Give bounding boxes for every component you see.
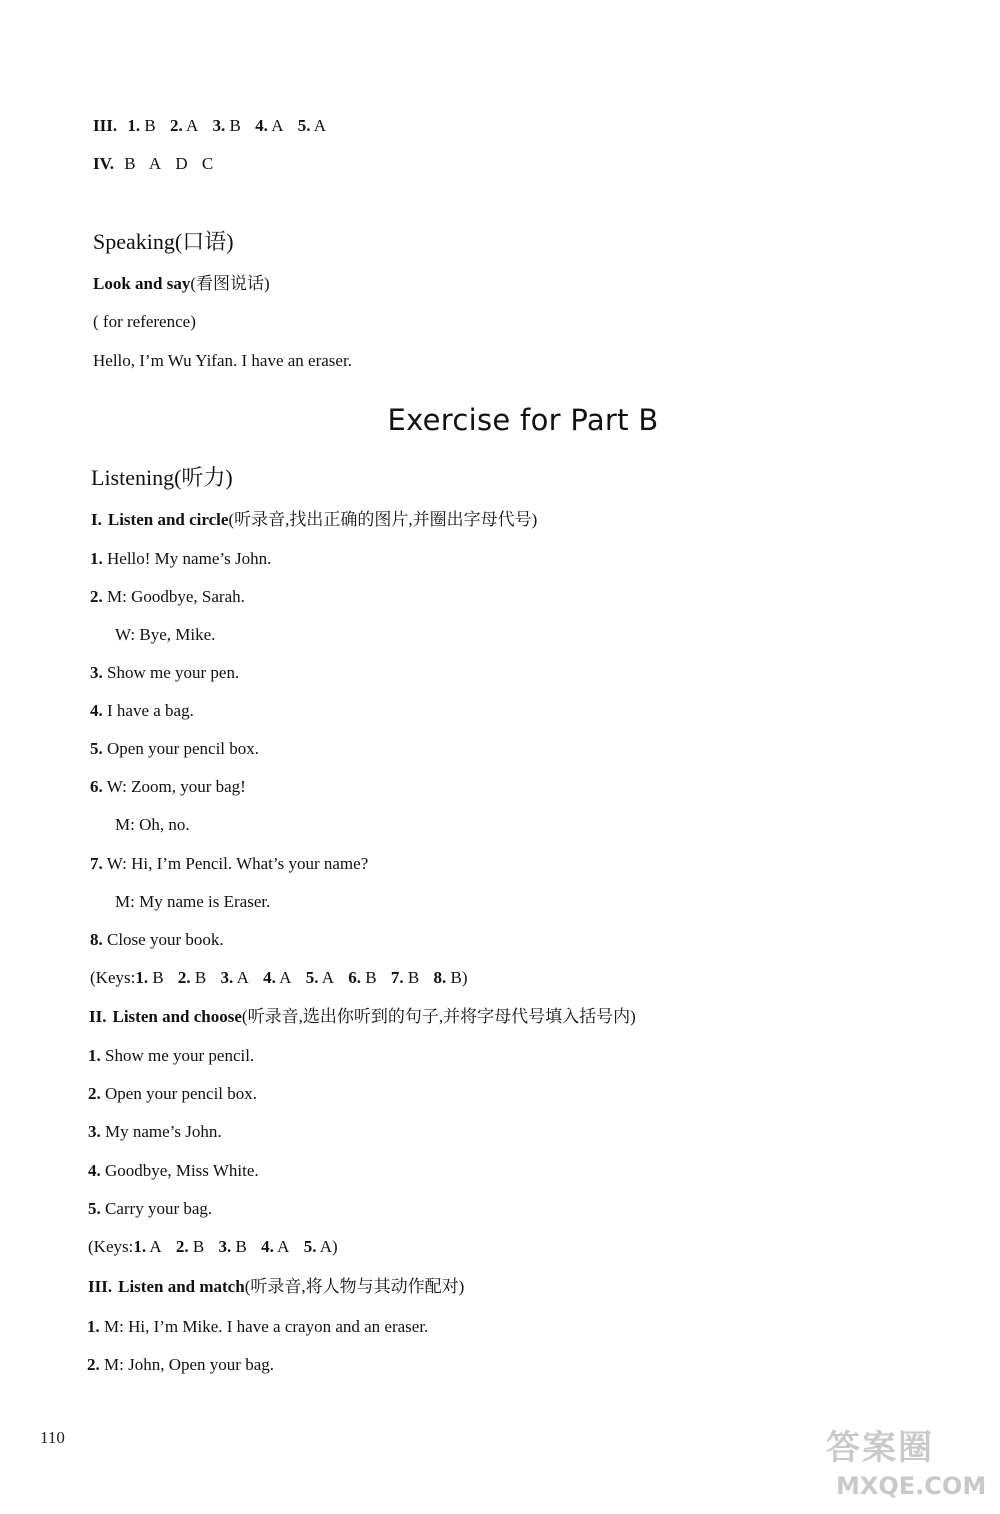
part-a-section-iii-answers: III. 1. B 2. A 3. B 4. A 5. A [93, 116, 327, 135]
for-reference-note: ( for reference) [93, 312, 196, 331]
list-item-continuation: M: My name is Eraser. [115, 892, 271, 911]
section-label: III. [93, 116, 118, 135]
list-item: 6. W: Zoom, your bag! [90, 777, 246, 796]
list-item: 4. I have a bag. [90, 701, 194, 720]
look-and-say-instruction: Look and say(看图说话) [93, 274, 270, 293]
section-i-keys: (Keys:1. B 2. B 3. A 4. A 5. A 6. B 7. B 8. B) [90, 968, 468, 987]
section-label: IV. [93, 154, 114, 173]
speaking-sample-answer: Hello, I’m Wu Yifan. I have an eraser. [93, 351, 352, 370]
section-ii-keys: (Keys:1. A 2. B 3. B 4. A 5. A) [88, 1237, 338, 1256]
listening-heading: Listening(听力) [91, 465, 233, 490]
page-number: 110 [40, 1428, 65, 1447]
list-item: 3. Show me your pen. [90, 663, 240, 682]
list-item: 5. Open your pencil box. [90, 739, 260, 758]
list-item: 7. W: Hi, I’m Pencil. What’s your name? [90, 854, 369, 873]
list-item: 1. M: Hi, I’m Mike. I have a crayon and an eraser. [87, 1317, 429, 1336]
speaking-heading: Speaking(口语) [93, 229, 234, 254]
list-item-continuation: W: Bye, Mike. [115, 625, 216, 644]
list-item: 1. Hello! My name’s John. [90, 549, 272, 568]
part-a-section-iv-answers: IV. B A D C [93, 154, 214, 173]
list-item: 3. My name’s John. [88, 1122, 222, 1141]
list-item: 8. Close your book. [90, 930, 224, 949]
section-ii-instruction: II. Listen and choose(听录音,选出你听到的句子,并将字母代号填入括号内) [89, 1007, 636, 1026]
list-item-continuation: M: Oh, no. [115, 815, 190, 834]
list-item: 1. Show me your pencil. [88, 1046, 255, 1065]
list-item: 2. Open your pencil box. [88, 1084, 258, 1103]
list-item: 5. Carry your bag. [88, 1199, 213, 1218]
list-item: 2. M: Goodbye, Sarah. [90, 587, 245, 606]
list-item: 4. Goodbye, Miss White. [88, 1161, 259, 1180]
section-iii-instruction: III. Listen and match(听录音,将人物与其动作配对) [88, 1277, 465, 1296]
watermark-logo: 答案圈 MXQE.COM [826, 1428, 987, 1500]
list-item: 2. M: John, Open your bag. [87, 1355, 274, 1374]
exercise-title: Exercise for Part B [387, 403, 659, 437]
section-i-instruction: I. Listen and circle(听录音,找出正确的图片,并圈出字母代号) [91, 510, 538, 529]
